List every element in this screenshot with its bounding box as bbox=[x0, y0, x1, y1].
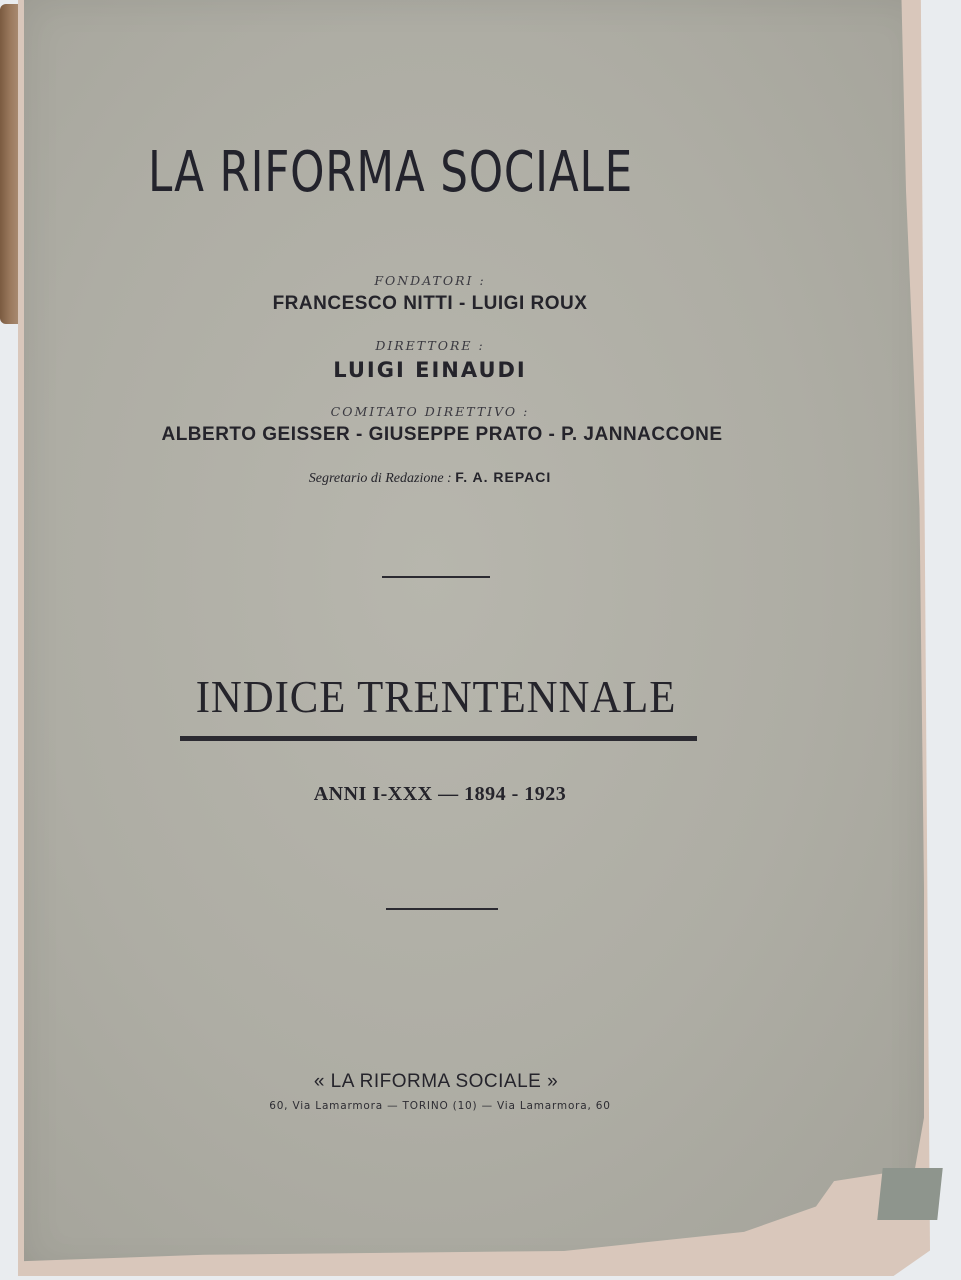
short-divider-top bbox=[382, 576, 490, 578]
journal-title: LA RIFORMA SOCIALE bbox=[148, 140, 633, 205]
publisher-name: « LA RIFORMA SOCIALE » bbox=[313, 1071, 559, 1092]
short-divider-bottom bbox=[386, 908, 498, 910]
secretary-name: F. A. REPACI bbox=[455, 469, 552, 485]
committee-names: ALBERTO GEISSER - GIUSEPPE PRATO - P. JANNACCONE bbox=[161, 424, 723, 445]
secretary-line bbox=[0, 469, 860, 487]
founders-names: FRANCESCO NITTI - LUIGI ROUX bbox=[272, 293, 588, 314]
committee-label: COMITATO DIRETTIVO : bbox=[330, 404, 530, 419]
thick-rule bbox=[180, 736, 697, 741]
director-label: DIRETTORE : bbox=[375, 338, 485, 353]
director-name: LUIGI EINAUDI bbox=[333, 358, 527, 382]
index-title: INDICE TRENTENNALE bbox=[195, 671, 677, 722]
years-range: ANNI I-XXX — 1894 - 1923 bbox=[313, 783, 567, 805]
founders-label: FONDATORI : bbox=[374, 273, 486, 288]
secretary-label: Segretario di Redazione : bbox=[308, 471, 452, 486]
publisher-address: 60, Via Lamarmora — TORINO (10) — Via Lamarmora, 60 bbox=[269, 1100, 611, 1112]
